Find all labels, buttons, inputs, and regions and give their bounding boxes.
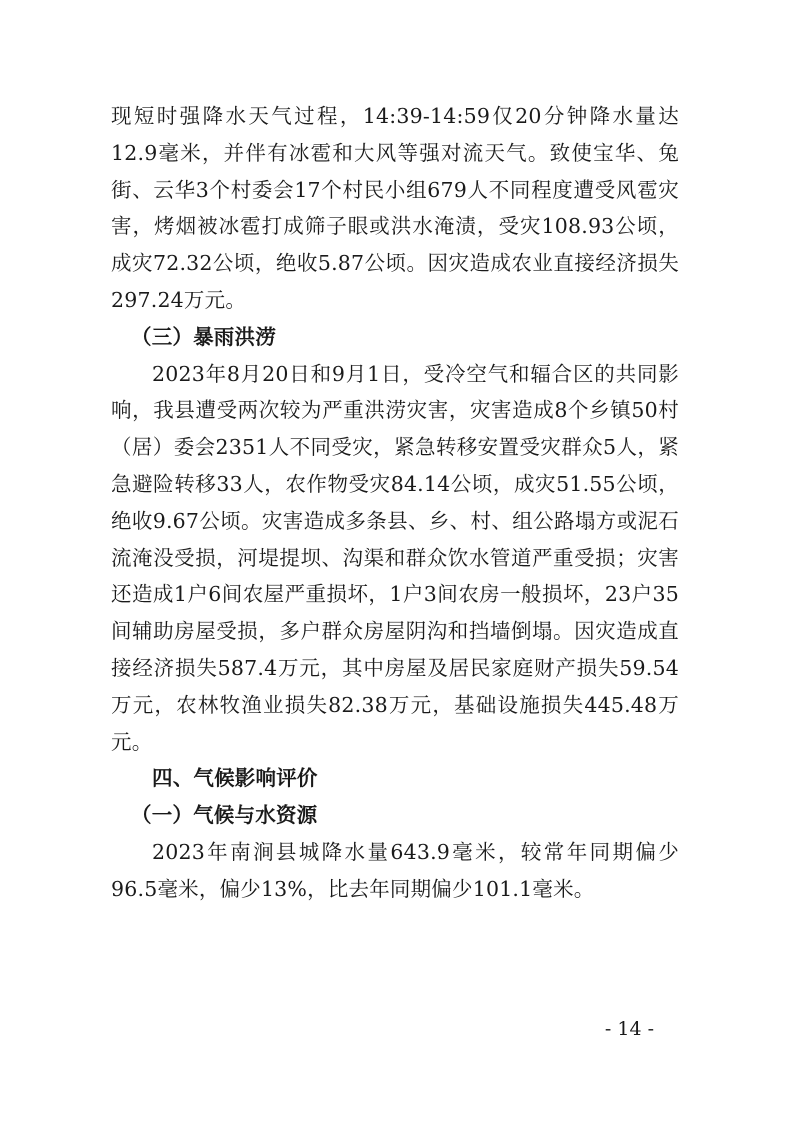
paragraph-precipitation: 2023年南涧县城降水量643.9毫米，较常年同期偏少96.5毫米，偏少13%，比去年同期偏少101.1毫米。	[111, 839, 679, 901]
heading-rainstorm-flood: （三）暴雨洪涝	[131, 324, 276, 349]
paragraph-hail-disaster: 现短时强降水天气过程，14:39-14:59仅20分钟降水量达12.9毫米，并伴有冰雹和大风等强对流天气。致使宝华、兔街、云华3个村委会17个村民小组679人不同程度遭受风雹灾害，烤烟被冰雹打成筛子眼或洪水淹渍，受灾108.93公顷，成灾72.32公顷，绝收5.87公顷。因灾造成农业直接经济损失297.24万元。	[111, 104, 679, 312]
paragraph-flood-disaster: 2023年8月20日和9月1日，受冷空气和辐合区的共同影响，我县遭受两次较为严重洪涝灾害，灾害造成8个乡镇50村（居）委会2351人不同受灾，紧急转移安置受灾群众5人，紧急避险转移33人，农作物受灾84.14公顷，成灾51.55公顷，绝收9.67公顷。灾害造成多条县、乡、村、组公路塌方或泥石流淹没受损，河堤提坝、沟渠和群众饮水管道严重受损；灾害还造成1户6间农屋严重损坏，1户3间农房一般损坏，23户35间辅助房屋受损，多户群众房屋阴沟和挡墙倒塌。因灾造成直接经济损失587.4万元，其中房屋及居民家庭财产损失59.54万元，农林牧渔业损失82.38万元，基础设施损失445.48万元。	[111, 361, 679, 754]
heading-climate-water: （一）气候与水资源	[131, 803, 318, 828]
page-number: - 14 -	[604, 1018, 654, 1040]
heading-climate-impact: 四、气候影响评价	[152, 766, 318, 791]
document-body	[111, 98, 679, 908]
